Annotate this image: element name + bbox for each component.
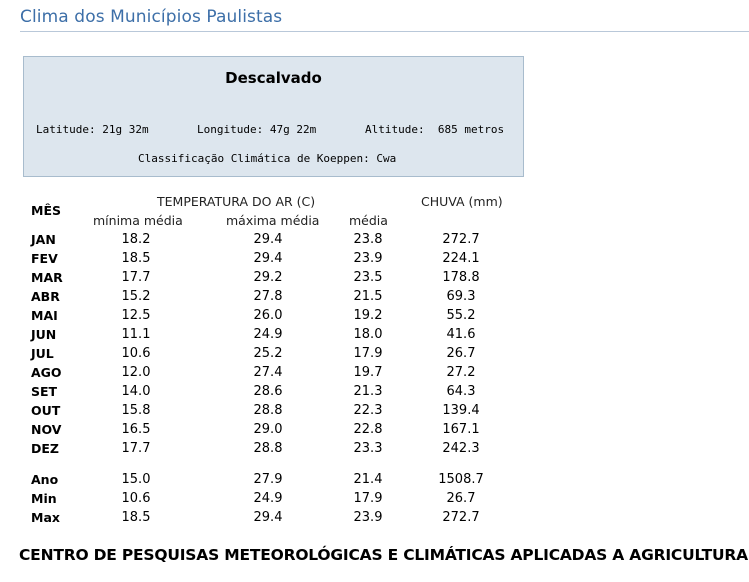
koeppen-classification: Classificação Climática de Koeppen: Cwa <box>138 152 397 165</box>
cell-rain: 41.6 <box>446 327 476 342</box>
cell-min: 16.5 <box>121 422 151 437</box>
cell-min: 17.7 <box>121 270 151 285</box>
cell-mean: 21.3 <box>353 384 383 399</box>
cell-max: 26.0 <box>253 308 283 323</box>
cell-min: 18.5 <box>121 510 151 525</box>
station-info-box <box>23 56 524 177</box>
month-column-header: MÊS <box>31 203 61 218</box>
altitude-text: Altitude: 685 metros <box>365 123 505 136</box>
cell-rain: 27.2 <box>446 365 476 380</box>
row-label: JUL <box>31 346 54 361</box>
cell-min: 17.7 <box>121 441 151 456</box>
cell-min: 12.0 <box>121 365 151 380</box>
cell-max: 27.8 <box>253 289 283 304</box>
cell-max: 27.4 <box>253 365 283 380</box>
cell-min: 11.1 <box>121 327 151 342</box>
cell-mean: 23.9 <box>353 251 383 266</box>
cell-max: 24.9 <box>253 491 283 506</box>
cell-mean: 17.9 <box>353 491 383 506</box>
row-label: MAI <box>31 308 58 323</box>
cell-min: 18.5 <box>121 251 151 266</box>
cell-rain: 242.3 <box>442 441 480 456</box>
cell-mean: 19.2 <box>353 308 383 323</box>
row-label: NOV <box>31 422 62 437</box>
cell-mean: 23.9 <box>353 510 383 525</box>
footer-title: CENTRO DE PESQUISAS METEOROLÓGICAS E CLIMÁTICAS APLICADAS A AGRICULTURA <box>19 546 748 564</box>
cell-rain: 139.4 <box>442 403 480 418</box>
cell-min: 15.0 <box>121 472 151 487</box>
page-title: Clima dos Municípios Paulistas <box>20 7 283 27</box>
cell-max: 25.2 <box>253 346 283 361</box>
cell-mean: 22.8 <box>353 422 383 437</box>
temperature-header: TEMPERATURA DO AR (C) <box>157 194 316 209</box>
mean-temp-header: média <box>349 213 388 228</box>
station-name: Descalvado <box>225 69 322 87</box>
latitude-text: Latitude: 21g 32m <box>36 123 149 136</box>
cell-rain: 64.3 <box>446 384 476 399</box>
cell-max: 28.8 <box>253 403 283 418</box>
cell-max: 29.2 <box>253 270 283 285</box>
cell-rain: 224.1 <box>442 251 480 266</box>
cell-max: 29.0 <box>253 422 283 437</box>
cell-mean: 21.5 <box>353 289 383 304</box>
cell-rain: 1508.7 <box>438 472 484 487</box>
row-label: OUT <box>31 403 61 418</box>
cell-mean: 19.7 <box>353 365 383 380</box>
cell-min: 10.6 <box>121 491 151 506</box>
cell-rain: 26.7 <box>446 346 476 361</box>
cell-min: 15.8 <box>121 403 151 418</box>
cell-rain: 272.7 <box>442 510 480 525</box>
cell-rain: 26.7 <box>446 491 476 506</box>
rain-header: CHUVA (mm) <box>421 194 503 209</box>
cell-mean: 23.5 <box>353 270 383 285</box>
row-label: JAN <box>31 232 56 247</box>
cell-min: 10.6 <box>121 346 151 361</box>
cell-mean: 18.0 <box>353 327 383 342</box>
cell-rain: 55.2 <box>446 308 476 323</box>
cell-max: 29.4 <box>253 251 283 266</box>
row-label: MAR <box>31 270 63 285</box>
cell-max: 28.6 <box>253 384 283 399</box>
row-label: AGO <box>31 365 62 380</box>
cell-rain: 178.8 <box>442 270 480 285</box>
cell-mean: 23.8 <box>353 232 383 247</box>
row-label: JUN <box>31 327 57 342</box>
cell-mean: 23.3 <box>353 441 383 456</box>
min-temp-header: mínima média <box>93 213 183 228</box>
cell-min: 15.2 <box>121 289 151 304</box>
cell-rain: 272.7 <box>442 232 480 247</box>
cell-max: 29.4 <box>253 232 283 247</box>
longitude-text: Longitude: 47g 22m <box>197 123 317 136</box>
row-label: SET <box>31 384 58 399</box>
cell-mean: 21.4 <box>353 472 383 487</box>
cell-mean: 22.3 <box>353 403 383 418</box>
row-label: Min <box>31 491 57 506</box>
row-label: DEZ <box>31 441 59 456</box>
row-label: Ano <box>31 472 59 487</box>
row-label: FEV <box>31 251 58 266</box>
row-label: ABR <box>31 289 60 304</box>
max-temp-header: máxima média <box>226 213 320 228</box>
row-label: Max <box>31 510 60 525</box>
cell-max: 27.9 <box>253 472 283 487</box>
cell-rain: 69.3 <box>446 289 476 304</box>
cell-rain: 167.1 <box>442 422 480 437</box>
cell-max: 28.8 <box>253 441 283 456</box>
heading-divider <box>20 31 749 32</box>
cell-max: 29.4 <box>253 510 283 525</box>
cell-mean: 17.9 <box>353 346 383 361</box>
cell-min: 12.5 <box>121 308 151 323</box>
cell-min: 14.0 <box>121 384 151 399</box>
cell-min: 18.2 <box>121 232 151 247</box>
cell-max: 24.9 <box>253 327 283 342</box>
